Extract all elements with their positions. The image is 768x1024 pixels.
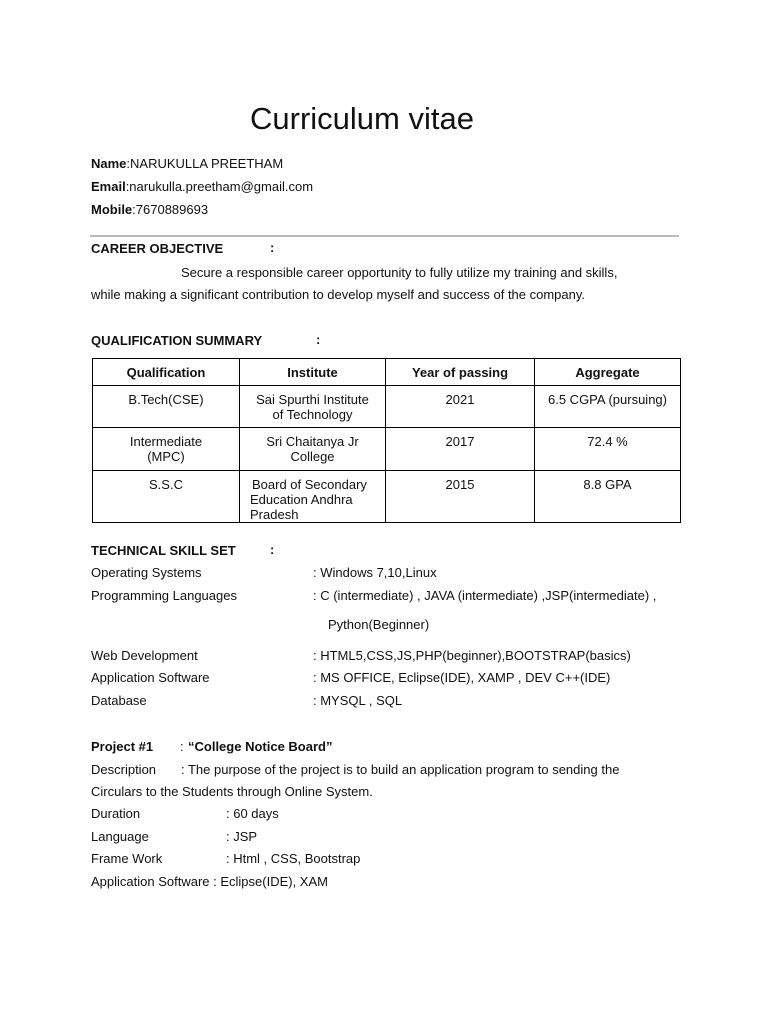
skill-label-operating-systems: Operating Systems (91, 565, 202, 580)
project-language-label: Language (91, 829, 149, 844)
cell-institute (240, 471, 386, 523)
cell-year: 2021 (386, 386, 535, 428)
project-duration-label: Duration (91, 806, 141, 821)
qualification-summary-colon: : (316, 332, 321, 347)
cell-institute (240, 428, 386, 471)
cell-institute (240, 386, 386, 428)
qualification-line: (MPC) (147, 449, 185, 464)
column-header-aggregate: Aggregate (535, 359, 681, 386)
project-description-label: Description (91, 762, 157, 777)
cell-year: 2017 (386, 428, 535, 471)
table-row (93, 386, 681, 428)
cell-aggregate: 8.8 GPA (535, 471, 681, 523)
institute-line: College (290, 449, 335, 464)
project-label: Project #1 (91, 739, 154, 754)
table-row (93, 428, 681, 471)
column-header-institute: Institute (240, 359, 386, 386)
skill-label-database: Database (91, 693, 147, 708)
mobile-line (91, 201, 208, 219)
skill-value-database: : MYSQL , SQL (313, 693, 403, 708)
mobile-value: :7670889693 (132, 202, 209, 217)
technical-skills-colon: : (270, 542, 275, 557)
name-line (91, 155, 283, 173)
career-objective-heading: CAREER OBJECTIVE (91, 241, 224, 256)
skill-value-application-software: : MS OFFICE, Eclipse(IDE), XAMP , DEV C++(IDE) (313, 670, 611, 685)
institute-line: Education Andhra (250, 492, 353, 507)
project-application-software-line: Application Software : Eclipse(IDE), XAM (91, 874, 328, 889)
table-header-row (93, 359, 681, 386)
institute-line: Pradesh (250, 507, 299, 522)
email-value: :narukulla.preetham@gmail.com (125, 179, 314, 194)
skill-value-web-development: : HTML5,CSS,JS,PHP(beginner),BOOTSTRAP(basics) (313, 648, 631, 663)
project-duration-value: : 60 days (226, 806, 279, 821)
email-label: Email (91, 179, 126, 194)
cell-aggregate: 6.5 CGPA (pursuing) (535, 386, 681, 428)
skill-value-programming-languages: : C (intermediate) , JAVA (intermediate) ,JSP(intermediate) , (313, 588, 657, 603)
column-header-qualification: Qualification (93, 359, 240, 386)
institute-line: of Technology (272, 407, 353, 422)
qualification-table (92, 358, 681, 523)
document-title: Curriculum vitae (250, 101, 474, 136)
project-framework-label: Frame Work (91, 851, 163, 866)
career-objective-line-1: Secure a responsible career opportunity to fully utilize my training and skills, (181, 265, 618, 280)
cell-year: 2015 (386, 471, 535, 523)
mobile-label: Mobile (91, 202, 133, 217)
name-value: :NARUKULLA PREETHAM (126, 156, 284, 171)
cell-qualification: S.S.C (93, 471, 240, 523)
skill-label-application-software: Application Software (91, 670, 210, 685)
qualification-summary-heading: QUALIFICATION SUMMARY (91, 333, 263, 348)
institute-line: Sai Spurthi Institute (256, 392, 369, 407)
career-objective-colon: : (270, 240, 275, 255)
section-divider (90, 235, 679, 237)
project-description-line-1: : The purpose of the project is to build an application program to sending the (181, 762, 620, 777)
skill-value-operating-systems: : Windows 7,10,Linux (313, 565, 437, 580)
cell-qualification: B.Tech(CSE) (93, 386, 240, 428)
project-framework-value: : Html , CSS, Bootstrap (226, 851, 361, 866)
technical-skills-heading: TECHNICAL SKILL SET (91, 543, 236, 558)
project-title: “College Notice Board” (188, 739, 333, 754)
project-colon: : (180, 739, 184, 754)
qualification-line: Intermediate (129, 434, 203, 449)
skill-label-programming-languages: Programming Languages (91, 588, 237, 603)
career-objective-line-2: while making a significant contribution to develop myself and success of the company. (91, 287, 586, 302)
project-language-value: : JSP (226, 829, 258, 844)
email-line (91, 178, 313, 196)
table-row (93, 471, 681, 523)
cell-aggregate: 72.4 % (535, 428, 681, 471)
column-header-year: Year of passing (386, 359, 535, 386)
skill-value-programming-languages-cont: Python(Beginner) (328, 617, 430, 632)
institute-line: Board of Secondary (252, 477, 367, 492)
cell-qualification (93, 428, 240, 471)
institute-line: Sri Chaitanya Jr (266, 434, 359, 449)
project-description-line-2: Circulars to the Students through Online System. (91, 784, 373, 799)
skill-label-web-development: Web Development (91, 648, 198, 663)
name-label: Name (91, 156, 127, 171)
